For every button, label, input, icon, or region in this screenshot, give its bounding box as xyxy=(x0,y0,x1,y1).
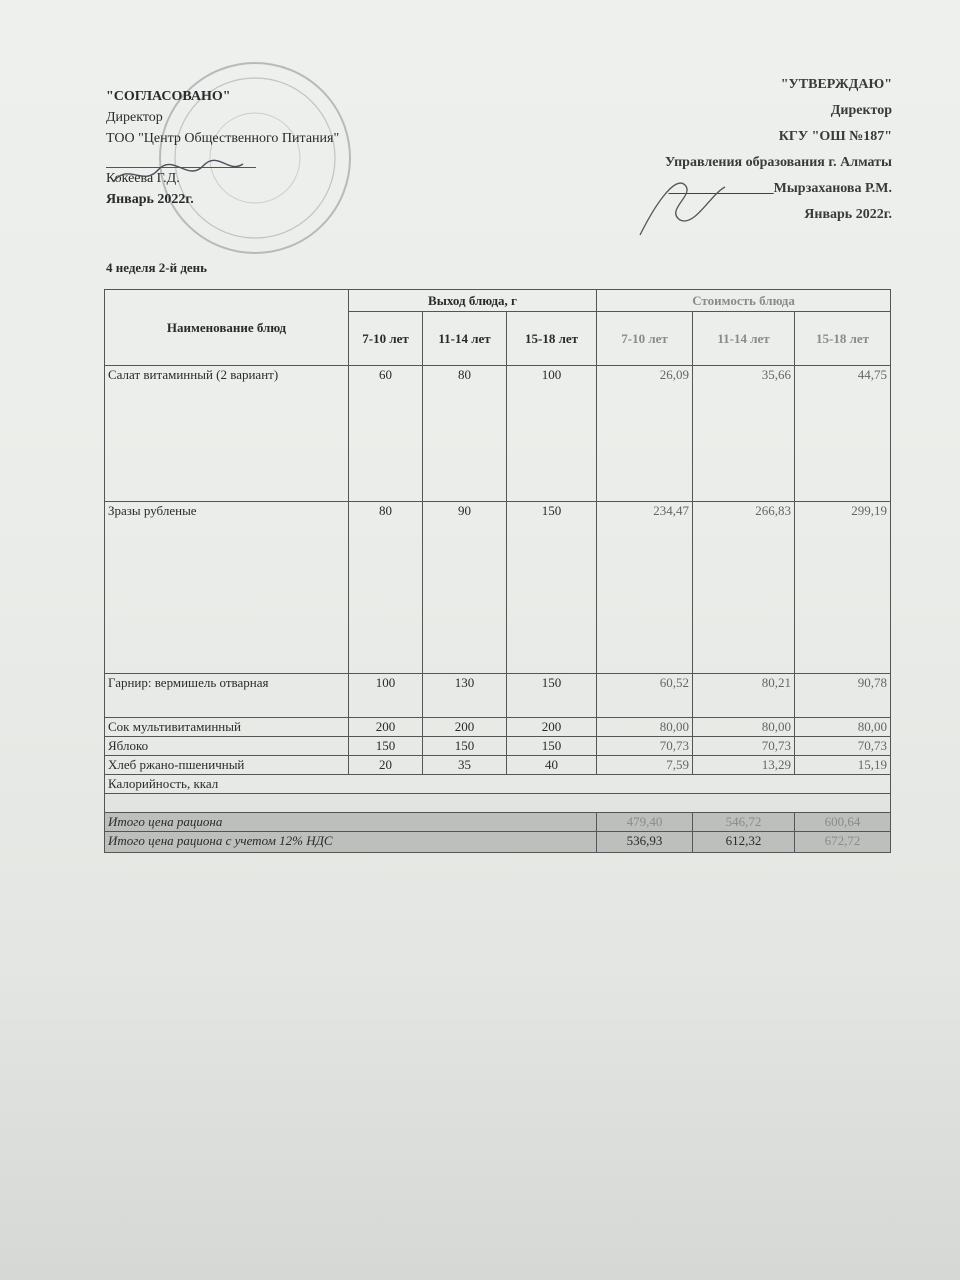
table-row xyxy=(105,756,891,775)
cost-value: 299,19 xyxy=(795,502,891,674)
table-row xyxy=(105,366,891,502)
yield-value: 35 xyxy=(423,756,507,775)
cost-value: 70,73 xyxy=(693,737,795,756)
yield-value: 200 xyxy=(349,718,423,737)
cost-value: 7,59 xyxy=(597,756,693,775)
total-vat-value: 536,93 xyxy=(597,832,693,853)
col-header-cost-age-1: 7-10 лет xyxy=(597,312,693,366)
spacer-cell xyxy=(105,794,891,813)
cost-value: 80,00 xyxy=(795,718,891,737)
cost-value: 80,00 xyxy=(693,718,795,737)
yield-value: 150 xyxy=(507,737,597,756)
cost-value: 26,09 xyxy=(597,366,693,502)
dish-name: Сок мультивитаминный xyxy=(105,718,349,737)
cost-value: 35,66 xyxy=(693,366,795,502)
yield-value: 100 xyxy=(349,674,423,718)
approval-right-org: КГУ "ОШ №187" xyxy=(778,129,892,144)
calories-label: Калорийность, ккал xyxy=(105,775,891,794)
col-header-age-3: 15-18 лет xyxy=(507,312,597,366)
cost-value: 266,83 xyxy=(693,502,795,674)
dish-name: Салат витаминный (2 вариант) xyxy=(105,366,349,502)
table-row xyxy=(105,674,891,718)
dish-name: Зразы рубленые xyxy=(105,502,349,674)
cost-value: 70,73 xyxy=(597,737,693,756)
group-header-yield: Выход блюда, г xyxy=(349,290,597,312)
table-row xyxy=(105,502,891,674)
col-header-age-2: 11-14 лет xyxy=(423,312,507,366)
cost-value: 44,75 xyxy=(795,366,891,502)
col-header-age-1: 7-10 лет xyxy=(349,312,423,366)
spacer-row xyxy=(105,794,891,813)
yield-value: 80 xyxy=(423,366,507,502)
yield-value: 150 xyxy=(507,502,597,674)
yield-value: 130 xyxy=(423,674,507,718)
cost-value: 80,00 xyxy=(597,718,693,737)
col-header-name: Наименование блюд xyxy=(105,290,349,366)
total-value: 546,72 xyxy=(693,813,795,832)
yield-value: 40 xyxy=(507,756,597,775)
cost-value: 13,29 xyxy=(693,756,795,775)
dish-name: Гарнир: вермишель отварная xyxy=(105,674,349,718)
total-row xyxy=(105,813,891,832)
cost-value: 80,21 xyxy=(693,674,795,718)
approval-left-org: ТОО "Центр Общественного Питания" xyxy=(106,131,340,146)
total-label: Итого цена рациона xyxy=(105,813,597,832)
approval-left-name: Кокеева Г.Д. xyxy=(106,171,180,186)
approval-right-name: _______________Мырзаханова Р.М. xyxy=(668,181,892,196)
yield-value: 90 xyxy=(423,502,507,674)
table-row xyxy=(105,718,891,737)
cost-value: 70,73 xyxy=(795,737,891,756)
yield-value: 100 xyxy=(507,366,597,502)
yield-value: 60 xyxy=(349,366,423,502)
approval-left-position: Директор xyxy=(106,110,163,125)
table-row xyxy=(105,737,891,756)
total-vat-value: 672,72 xyxy=(795,832,891,853)
menu-table xyxy=(104,289,891,853)
signature-left xyxy=(108,152,248,192)
approval-right-position: Директор xyxy=(830,103,892,118)
cost-value: 15,19 xyxy=(795,756,891,775)
week-label: 4 неделя 2-й день xyxy=(106,260,208,275)
yield-value: 150 xyxy=(507,674,597,718)
total-value: 479,40 xyxy=(597,813,693,832)
yield-value: 200 xyxy=(507,718,597,737)
yield-value: 150 xyxy=(423,737,507,756)
group-header-cost: Стоимость блюда xyxy=(597,290,891,312)
calories-row xyxy=(105,775,891,794)
cost-value: 60,52 xyxy=(597,674,693,718)
total-value: 600,64 xyxy=(795,813,891,832)
dish-name: Яблоко xyxy=(105,737,349,756)
cost-value: 90,78 xyxy=(795,674,891,718)
signature-right xyxy=(625,165,735,245)
col-header-cost-age-3: 15-18 лет xyxy=(795,312,891,366)
dish-name: Хлеб ржано-пшеничный xyxy=(105,756,349,775)
approval-right-title: "УТВЕРЖДАЮ" xyxy=(780,77,892,92)
yield-value: 150 xyxy=(349,737,423,756)
total-vat-label: Итого цена рациона с учетом 12% НДС xyxy=(105,832,597,853)
yield-value: 200 xyxy=(423,718,507,737)
cost-value: 234,47 xyxy=(597,502,693,674)
total-vat-value: 612,32 xyxy=(693,832,795,853)
approval-right-date: Январь 2022г. xyxy=(804,207,892,222)
approval-left-title: "СОГЛАСОВАНО" xyxy=(106,89,231,104)
yield-value: 80 xyxy=(349,502,423,674)
approval-right-dept: Управления образования г. Алматы xyxy=(664,155,892,170)
total-vat-row xyxy=(105,832,891,853)
col-header-cost-age-2: 11-14 лет xyxy=(693,312,795,366)
approval-left-date: Январь 2022г. xyxy=(106,192,194,207)
yield-value: 20 xyxy=(349,756,423,775)
